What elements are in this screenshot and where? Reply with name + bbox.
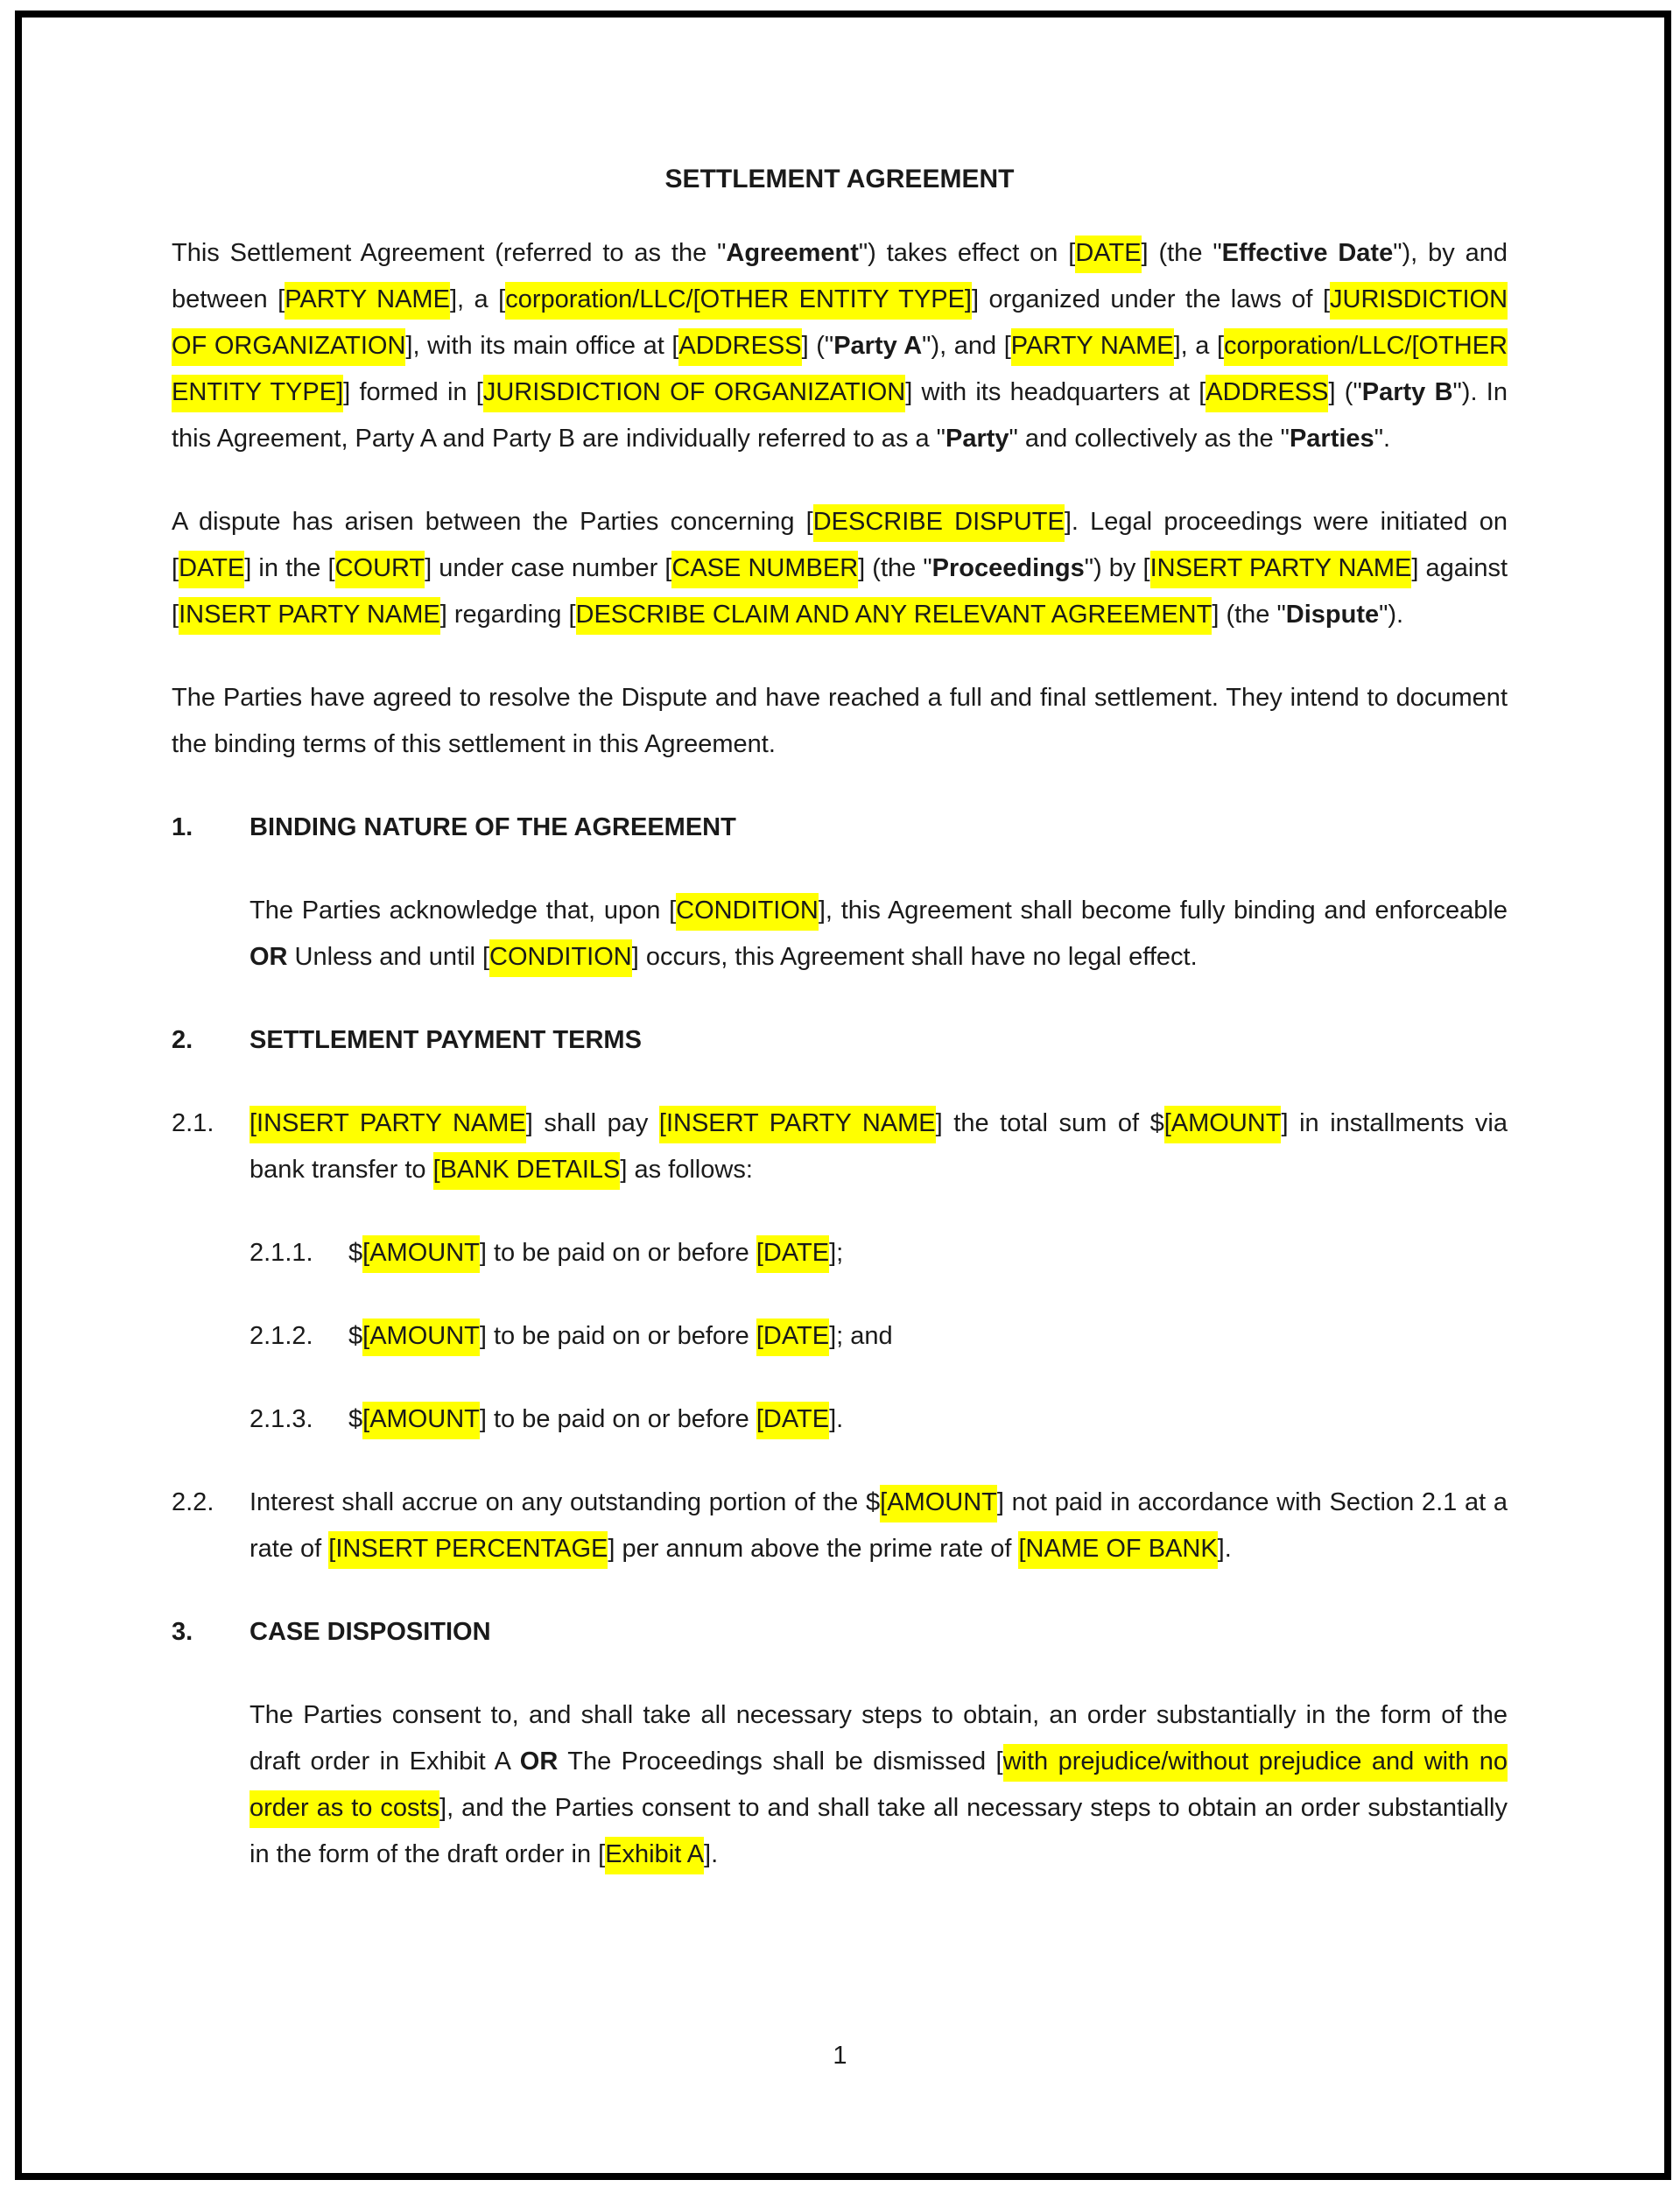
section-3-heading xyxy=(172,1609,1508,1656)
text-run: ] in the [ xyxy=(244,554,335,582)
clause-2-1-2-text xyxy=(348,1318,893,1356)
bold-term: Agreement xyxy=(726,239,859,267)
placeholder-highlight: [AMOUNT xyxy=(362,1318,480,1356)
text-run: ] (the " xyxy=(858,554,932,582)
clause-2-1-number: 2.1. xyxy=(172,1109,214,1137)
text-run: "). In this Agreement, Party A and Party B are individually referred to as a " xyxy=(172,378,1508,453)
text-run: ") takes effect on [ xyxy=(858,239,1076,267)
text-run: ] (" xyxy=(1328,378,1362,406)
text-run: A dispute has arisen between the Parties concerning [ xyxy=(172,508,813,536)
bold-term: Dispute xyxy=(1285,601,1380,629)
placeholder-highlight: with prejudice/without prejudice and with no order as to costs xyxy=(250,1744,1508,1828)
text-run: ]; xyxy=(829,1239,844,1267)
placeholder-highlight: DATE xyxy=(179,551,244,588)
clause-2-1 xyxy=(172,1100,1508,1193)
text-run: ") by [ xyxy=(1084,554,1150,582)
placeholder-highlight: ADDRESS xyxy=(1206,375,1328,412)
text-run: ], a [ xyxy=(449,285,506,313)
bold-term: OR xyxy=(250,943,288,971)
clause-2-1-3-number: 2.1.3. xyxy=(250,1405,313,1433)
text-run: ] (" xyxy=(801,332,834,360)
text-run: ] the total sum of $ xyxy=(935,1109,1164,1137)
text-run: $ xyxy=(348,1405,363,1433)
placeholder-highlight: CONDITION xyxy=(489,939,632,977)
text-run: ] with its headquarters at [ xyxy=(905,378,1206,406)
placeholder-highlight: [DATE xyxy=(756,1318,829,1356)
placeholder-highlight: JURISDICTION OF ORGANIZATION xyxy=(483,375,905,412)
text-run: ] per annum above the prime rate of xyxy=(608,1535,1019,1563)
bold-term: OR xyxy=(519,1747,559,1776)
placeholder-highlight: [INSERT PARTY NAME xyxy=(250,1106,526,1143)
clause-2-1-1-number: 2.1.1. xyxy=(250,1239,313,1267)
text-run: ] (the " xyxy=(1141,239,1222,267)
text-run: ] organized under the laws of [ xyxy=(971,285,1331,313)
text-run: ]; and xyxy=(829,1322,893,1350)
placeholder-highlight: INSERT PARTY NAME xyxy=(179,597,440,635)
document-title: SETTLEMENT AGREEMENT xyxy=(664,165,1015,193)
placeholder-highlight: INSERT PARTY NAME xyxy=(1150,551,1412,588)
text-run: ] not paid in accordance with Section 2.1 at a rate of xyxy=(250,1488,1508,1563)
text-run: "), and [ xyxy=(922,332,1011,360)
text-run: ], with its main office at [ xyxy=(405,332,679,360)
placeholder-highlight: corporation/LLC/[OTHER ENTITY TYPE] xyxy=(172,328,1508,412)
clause-2-2 xyxy=(172,1480,1508,1572)
placeholder-highlight: COURT xyxy=(335,551,425,588)
section-1-paragraph xyxy=(250,888,1508,981)
clause-2-1-text xyxy=(250,1106,1508,1190)
text-run: Unless and until [ xyxy=(287,943,490,971)
section-2-heading-label: SETTLEMENT PAYMENT TERMS xyxy=(250,1026,642,1054)
placeholder-highlight: [AMOUNT xyxy=(362,1402,480,1439)
text-run: ". xyxy=(1374,425,1391,453)
section-1-heading-label: BINDING NATURE OF THE AGREEMENT xyxy=(250,813,736,841)
text-run: The Parties have agreed to resolve the Dispute and have reached a full and final settlement. They intend to document the binding terms of this settlement in this Agreement. xyxy=(172,684,1508,758)
section-3-number: 3. xyxy=(172,1618,193,1646)
clause-2-1-3 xyxy=(250,1396,1508,1443)
text-run: "), by and between [ xyxy=(172,239,1508,313)
placeholder-highlight: PARTY NAME xyxy=(285,282,450,320)
placeholder-highlight: [INSERT PARTY NAME xyxy=(659,1106,936,1143)
section-1-number: 1. xyxy=(172,813,193,841)
placeholder-highlight: ADDRESS xyxy=(678,328,801,366)
text-run: ] under case number [ xyxy=(425,554,672,582)
section-3-paragraph xyxy=(250,1692,1508,1878)
placeholder-highlight: DESCRIBE CLAIM AND ANY RELEVANT AGREEMENT xyxy=(576,597,1213,635)
page-border-frame xyxy=(15,11,1671,2180)
text-run: ] as follows: xyxy=(620,1156,753,1184)
text-run: The Parties acknowledge that, upon [ xyxy=(250,897,677,925)
text-run: ]. xyxy=(1217,1535,1232,1563)
placeholder-highlight: DATE xyxy=(1075,236,1141,273)
bold-term: Proceedings xyxy=(931,554,1085,582)
placeholder-highlight: corporation/LLC/[OTHER ENTITY TYPE] xyxy=(505,282,972,320)
text-run: ], and the Parties consent to and shall take all necessary steps to obtain an order substantially in the form of the draft order in [ xyxy=(250,1794,1508,1868)
placeholder-highlight: Exhibit A xyxy=(605,1837,704,1874)
placeholder-highlight: PARTY NAME xyxy=(1011,328,1174,366)
text-run: ] to be paid on or before xyxy=(479,1405,756,1433)
section-1-heading xyxy=(172,805,1508,851)
text-run: "). xyxy=(1379,601,1404,629)
placeholder-highlight: CASE NUMBER xyxy=(671,551,858,588)
placeholder-highlight: [BANK DETAILS xyxy=(433,1152,621,1190)
text-run: ] (the " xyxy=(1212,601,1286,629)
text-run: ], a [ xyxy=(1173,332,1225,360)
text-run: Interest shall accrue on any outstanding portion of the $ xyxy=(250,1488,881,1516)
placeholder-highlight: [DATE xyxy=(756,1235,829,1273)
text-run: This Settlement Agreement (referred to as the " xyxy=(172,239,727,267)
clause-2-2-number: 2.2. xyxy=(172,1488,214,1516)
text-run: The Proceedings shall be dismissed [ xyxy=(558,1747,1003,1776)
text-run: ] formed in [ xyxy=(343,378,483,406)
clause-2-1-3-text xyxy=(348,1402,843,1439)
text-run: ], this Agreement shall become fully binding and enforceable xyxy=(818,897,1508,925)
section-2-heading xyxy=(172,1017,1508,1064)
bold-term: Party B xyxy=(1361,378,1453,406)
placeholder-highlight: CONDITION xyxy=(676,893,819,931)
section-2-number: 2. xyxy=(172,1026,193,1054)
preamble-paragraph-3 xyxy=(172,675,1508,768)
text-run: ]. Legal proceedings were initiated on [ xyxy=(172,508,1508,582)
text-run: ]. xyxy=(829,1405,844,1433)
placeholder-highlight: [DATE xyxy=(756,1402,829,1439)
text-run: $ xyxy=(348,1239,363,1267)
clause-2-2-text xyxy=(250,1485,1508,1569)
section-3-heading-label: CASE DISPOSITION xyxy=(250,1618,491,1646)
placeholder-highlight: [AMOUNT xyxy=(1164,1106,1282,1143)
placeholder-highlight: DESCRIBE DISPUTE xyxy=(813,504,1065,542)
clause-2-1-1 xyxy=(250,1230,1508,1276)
text-run: ] regarding [ xyxy=(439,601,576,629)
placeholder-highlight: [AMOUNT xyxy=(880,1485,997,1522)
clause-2-1-1-text xyxy=(348,1235,843,1273)
text-run: ] against [ xyxy=(172,554,1508,629)
text-run: $ xyxy=(348,1322,363,1350)
text-run: ] shall pay xyxy=(525,1109,659,1137)
bold-term: Parties xyxy=(1289,425,1374,453)
text-run: ] to be paid on or before xyxy=(479,1239,756,1267)
preamble-paragraph-1 xyxy=(172,230,1508,462)
text-run: " and collectively as the " xyxy=(1009,425,1290,453)
text-run: The Parties consent to, and shall take all necessary steps to obtain, an order substantially in the form of the draft order in Exhibit A xyxy=(250,1701,1508,1776)
bold-term: Effective Date xyxy=(1221,239,1394,267)
placeholder-highlight: [NAME OF BANK xyxy=(1018,1531,1217,1569)
bold-term: Party A xyxy=(833,332,923,360)
text-run: ] to be paid on or before xyxy=(479,1322,756,1350)
placeholder-highlight: [AMOUNT xyxy=(362,1235,480,1273)
placeholder-highlight: [INSERT PERCENTAGE xyxy=(328,1531,608,1569)
placeholder-highlight: JURISDICTION OF ORGANIZATION xyxy=(172,282,1508,366)
clause-2-1-2-number: 2.1.2. xyxy=(250,1322,313,1350)
page-number: 1 xyxy=(833,2042,847,2070)
text-run: ] in installments via bank transfer to xyxy=(250,1109,1508,1184)
text-run: ] occurs, this Agreement shall have no legal effect. xyxy=(631,943,1198,971)
clause-2-1-2 xyxy=(250,1313,1508,1360)
text-run: ]. xyxy=(704,1840,719,1868)
bold-term: Party xyxy=(945,425,1009,453)
preamble-paragraph-2 xyxy=(172,499,1508,638)
